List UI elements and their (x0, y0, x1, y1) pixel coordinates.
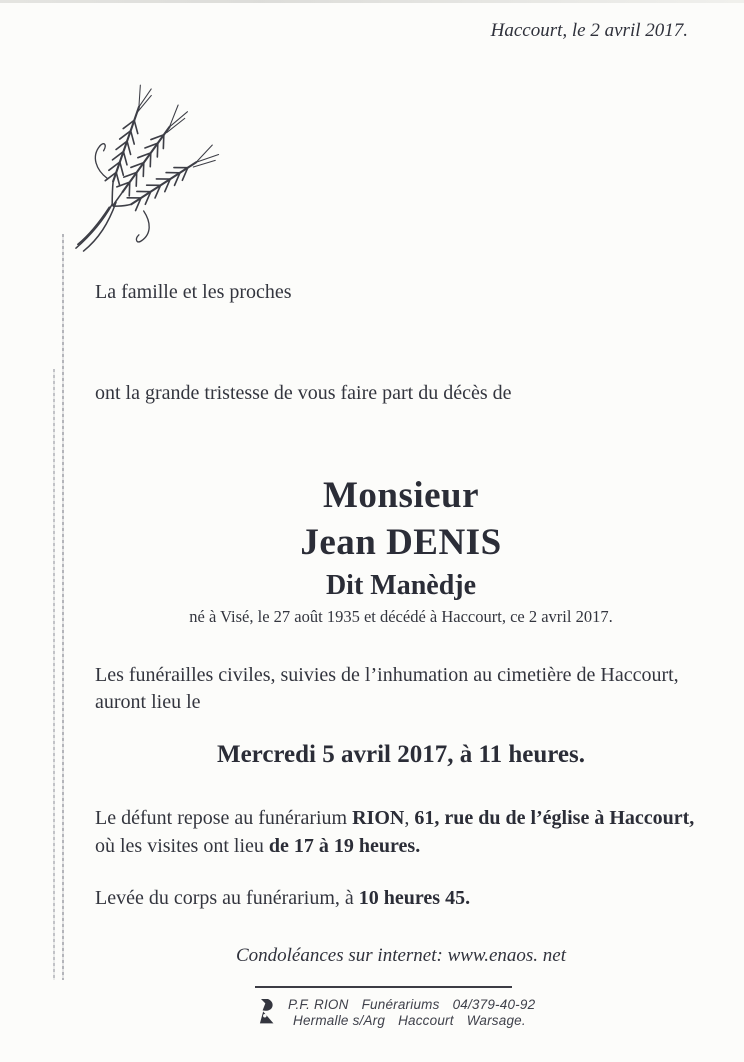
deceased-honorific: Monsieur (322, 475, 480, 516)
pf-rion-logo-icon (256, 999, 279, 1025)
footer-divider (255, 986, 512, 988)
dateline: Haccourt, le 2 avril 2017. (490, 20, 688, 41)
footer-phone: 04/379-40-92 (452, 997, 536, 1012)
funeral-home-name: RION (352, 807, 405, 829)
footer-row-company (288, 997, 535, 1013)
footer-row-locations (288, 1013, 535, 1029)
funeral-home-address: 61, rue du de l’église à Haccourt, (414, 807, 695, 829)
scan-artifact-line (53, 369, 55, 980)
scan-artifact-line (62, 234, 64, 980)
funeral-announcement (95, 662, 679, 716)
levee-prefix: Levée du corps au funérarium, à (95, 887, 359, 909)
intro-family-line: La famille et les proches (95, 281, 292, 303)
deceased-nickname: Dit Manèdje (325, 570, 477, 601)
footer-company: P.F. RION (288, 997, 349, 1012)
repose-prefix: Le défunt repose au funérarium (95, 807, 353, 829)
funeral-home-footer (288, 997, 535, 1029)
deceased-name: Jean DENIS (300, 522, 502, 563)
ceremony-datetime: Mercredi 5 avril 2017, à 11 heures. (216, 741, 585, 768)
deceased-life-dates: né à Visé, le 27 août 1935 et décédé à Haccourt, ce 2 avril 2017. (189, 607, 613, 626)
footer-location: Warsage. (466, 1013, 526, 1028)
footer-business-type: Funérariums (361, 997, 440, 1012)
funeral-announcement-line2: auront lieu le (95, 691, 201, 713)
levee-time: 10 heures 45. (358, 887, 471, 909)
funeral-announcement-line1: Les funérailles civiles, suivies de l’inhumation au cimetière de Haccourt, (95, 664, 679, 686)
wheat-sprig-icon (52, 84, 222, 252)
repose-line2 (95, 832, 716, 860)
repose-line1 (95, 804, 716, 832)
visits-prefix: où les visites ont lieu (95, 835, 269, 857)
footer-location: Haccourt (398, 1013, 454, 1028)
repose-separator: , (404, 807, 415, 829)
levee-line (95, 887, 470, 910)
footer-location: Hermalle s/Arg (293, 1013, 386, 1028)
intro-sadness-line: ont la grande tristesse de vous faire part du décès de (95, 382, 512, 404)
visits-hours: de 17 à 19 heures. (268, 835, 421, 857)
repose-paragraph (95, 804, 716, 860)
condolences-line: Condoléances sur internet: www.enaos. net (235, 945, 566, 966)
